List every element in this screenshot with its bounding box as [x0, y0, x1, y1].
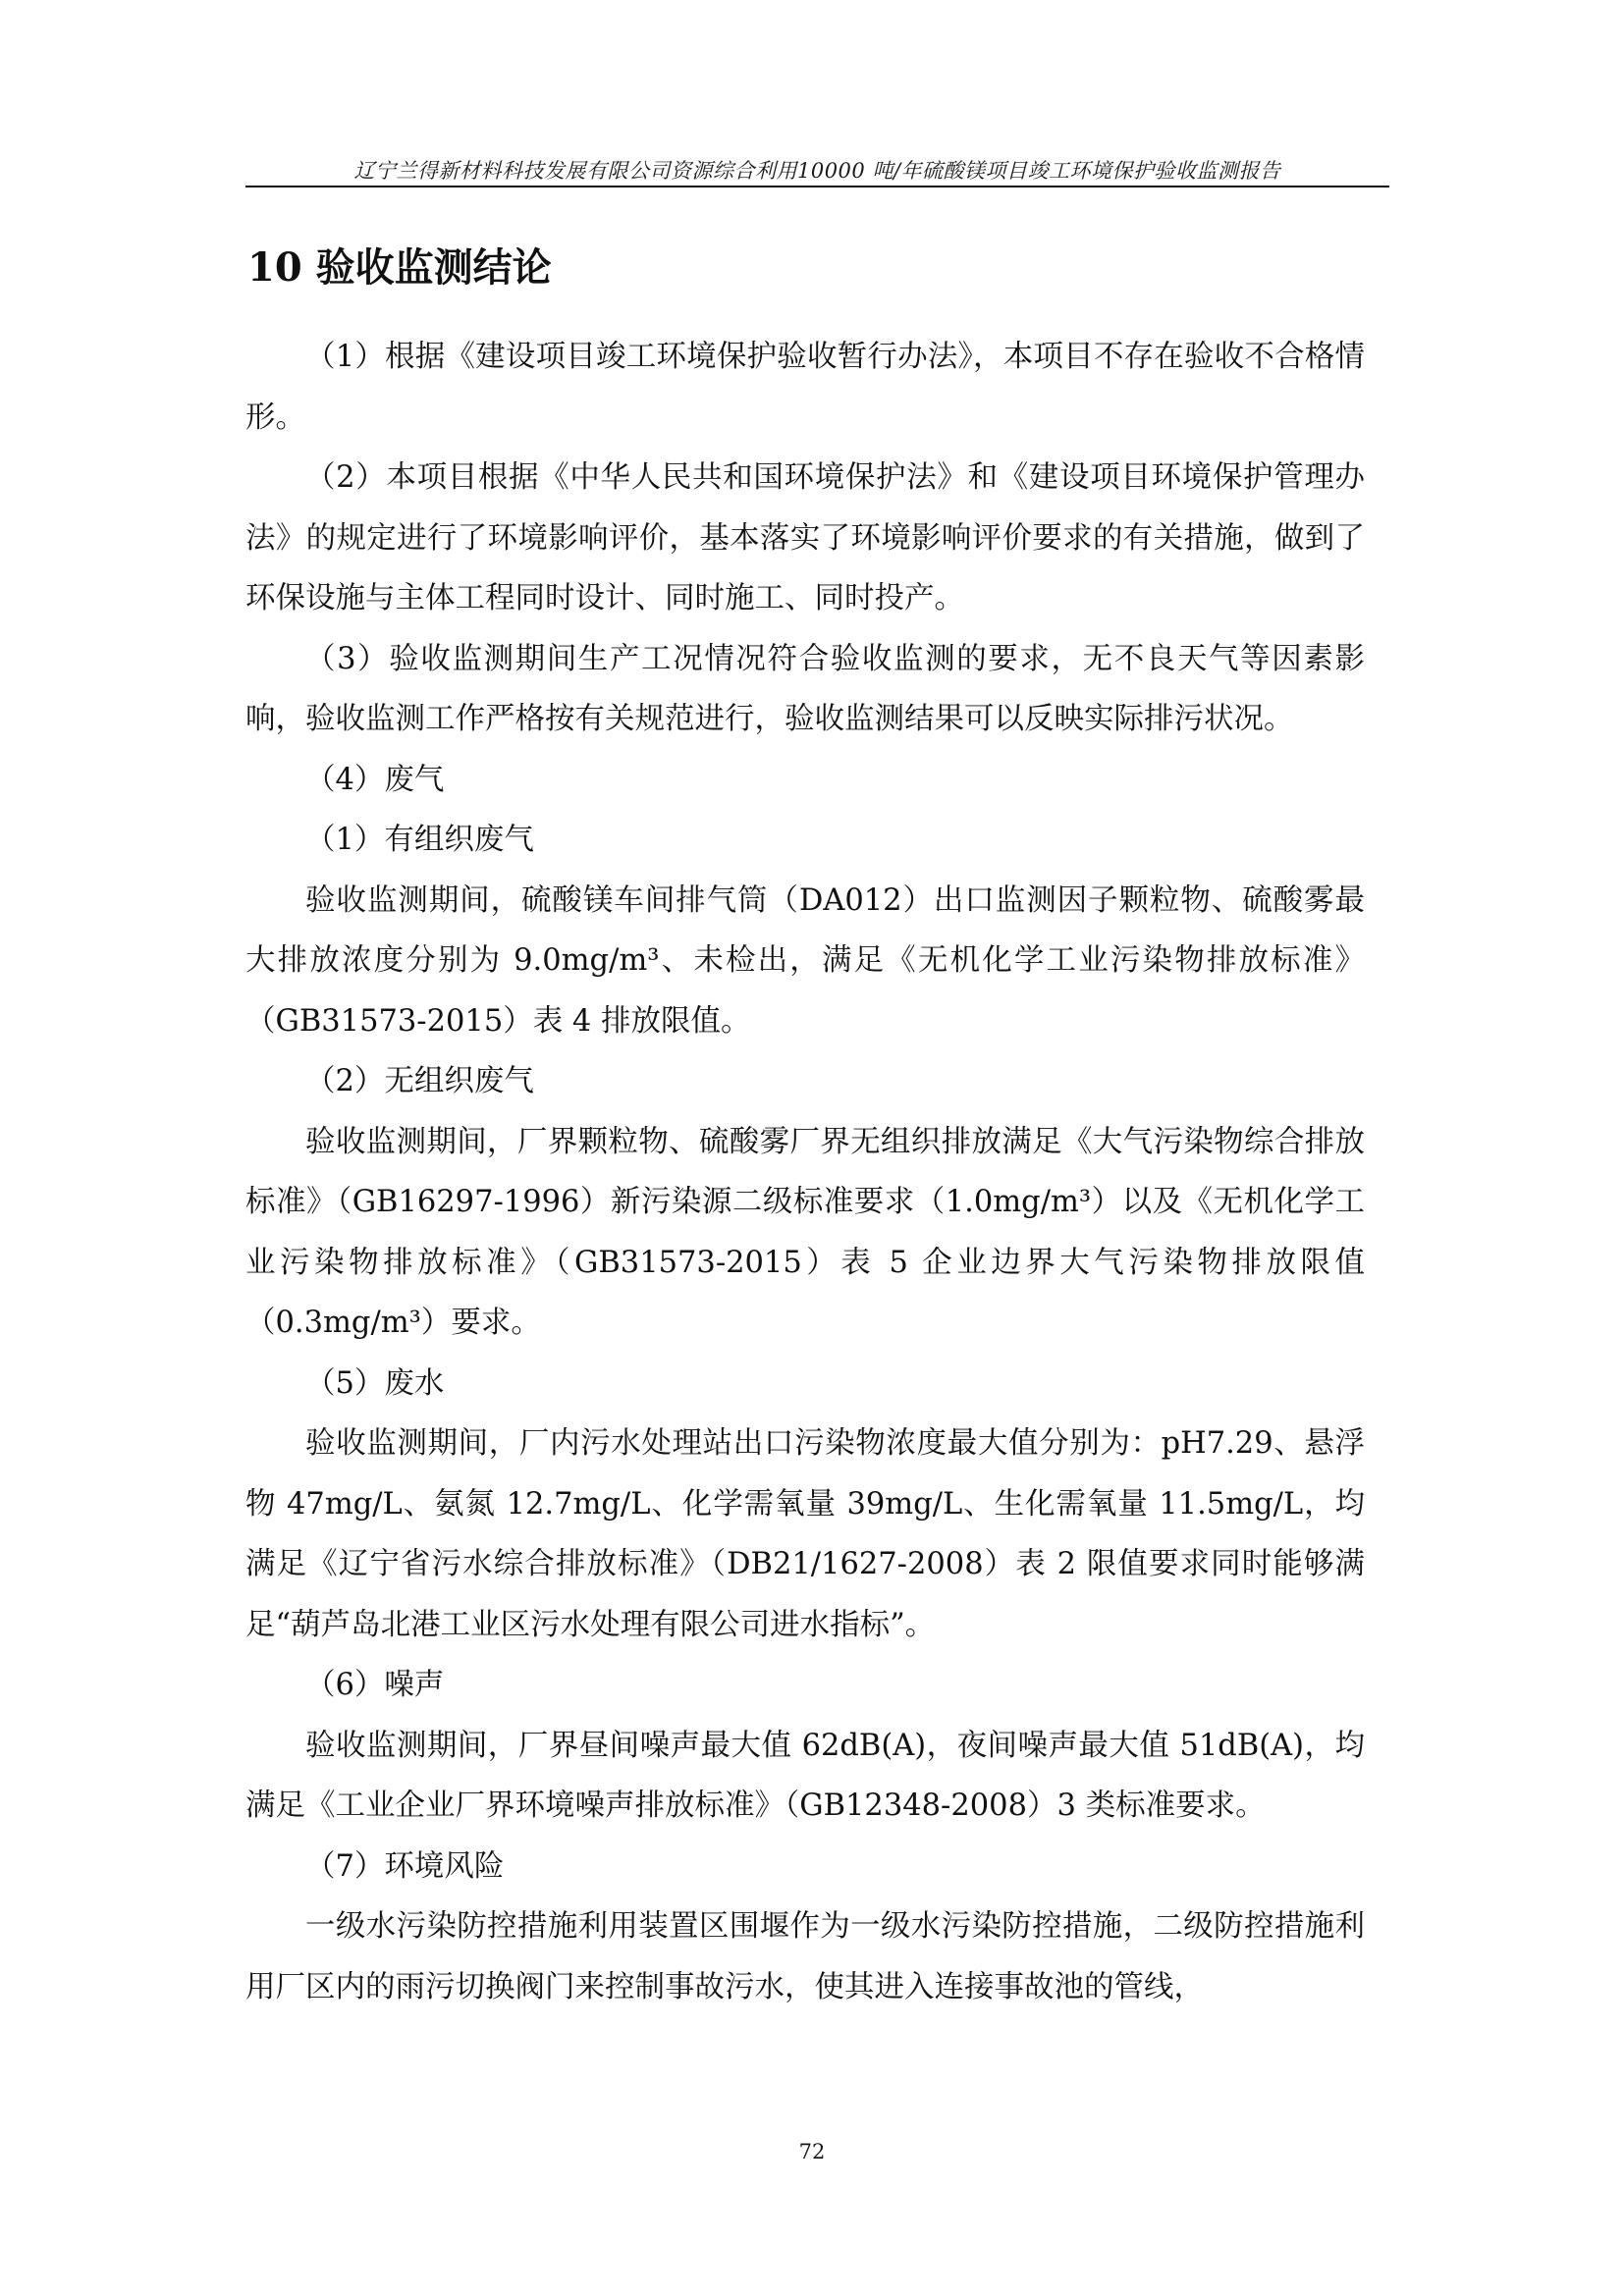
paragraph: （2）本项目根据《中华人民共和国环境保护法》和《建设项目环境保护管理办法》的规定进行了环境影响评价，基本落实了环境影响评价要求的有关措施，做到了环保设施与主体工程同时设计、同时施工、同时投产。	[245, 460, 1365, 615]
subheading: （4）废气	[305, 762, 445, 797]
section-title: 10 验收监测结论	[247, 244, 552, 291]
paragraph: 一级水污染防控措施利用装置区围堰作为一级水污染防控措施，二级防控措施利用厂区内的雨污切换阀门来控制事故污水，使其进入连接事故池的管线，	[245, 1909, 1365, 2004]
body-text	[245, 327, 1365, 2017]
subheading: （6）噪声	[305, 1668, 445, 1702]
subheading: （5）废水	[305, 1365, 445, 1401]
header-divider	[245, 186, 1389, 187]
paragraph: （1）根据《建设项目竣工环境保护验收暂行办法》，本项目不存在验收不合格情形。	[245, 340, 1365, 435]
paragraph: 验收监测期间，厂界颗粒物、硫酸雾厂界无组织排放满足《大气污染物综合排放标准》（GB16297-1996）新污染源二级标准要求（1.0mg/m³）以及《无机化学工业污染物排放标准》（GB31573-2015）表 5 企业边界大气污染物排放限值（0.3mg/m³）要求。	[245, 1124, 1365, 1340]
paragraph: 验收监测期间，厂界昼间噪声最大值 62dB(A)，夜间噪声最大值 51dB(A)，均满足《工业企业厂界环境噪声排放标准》（GB12348-2008）3 类标准要求。	[245, 1728, 1365, 1823]
subheading: （1）有组织废气	[305, 823, 534, 857]
paragraph: 验收监测期间，厂内污水处理站出口污染物浓度最大值分别为：pH7.29、悬浮物 47mg/L、氨氮 12.7mg/L、化学需氧量 39mg/L、生化需氧量 11.5mg/L，均满足《辽宁省污水综合排放标准》（DB21/1627-2008）表 2 限值要求同时能够满足“葫芦岛北港工业区污水处理有限公司进水指标”。	[245, 1426, 1365, 1642]
page-number: 72	[798, 2140, 826, 2163]
paragraph: （3）验收监测期间生产工况情况符合验收监测的要求，无不良天气等因素影响，验收监测工作严格按有关规范进行，验收监测结果可以反映实际排污状况。	[245, 641, 1365, 736]
running-header: 辽宁兰得新材料科技发展有限公司资源综合利用10000 吨/年硫酸镁项目竣工环境保护验收监测报告	[353, 159, 1281, 183]
paragraph: 验收监测期间，硫酸镁车间排气筒（DA012）出口监测因子颗粒物、硫酸雾最大排放浓度分别为 9.0mg/m³、未检出，满足《无机化学工业污染物排放标准》（GB31573-2015）表 4 排放限值。	[245, 882, 1365, 1039]
subheading: （7）环境风险	[305, 1848, 505, 1884]
subheading: （2）无组织废气	[305, 1064, 534, 1098]
